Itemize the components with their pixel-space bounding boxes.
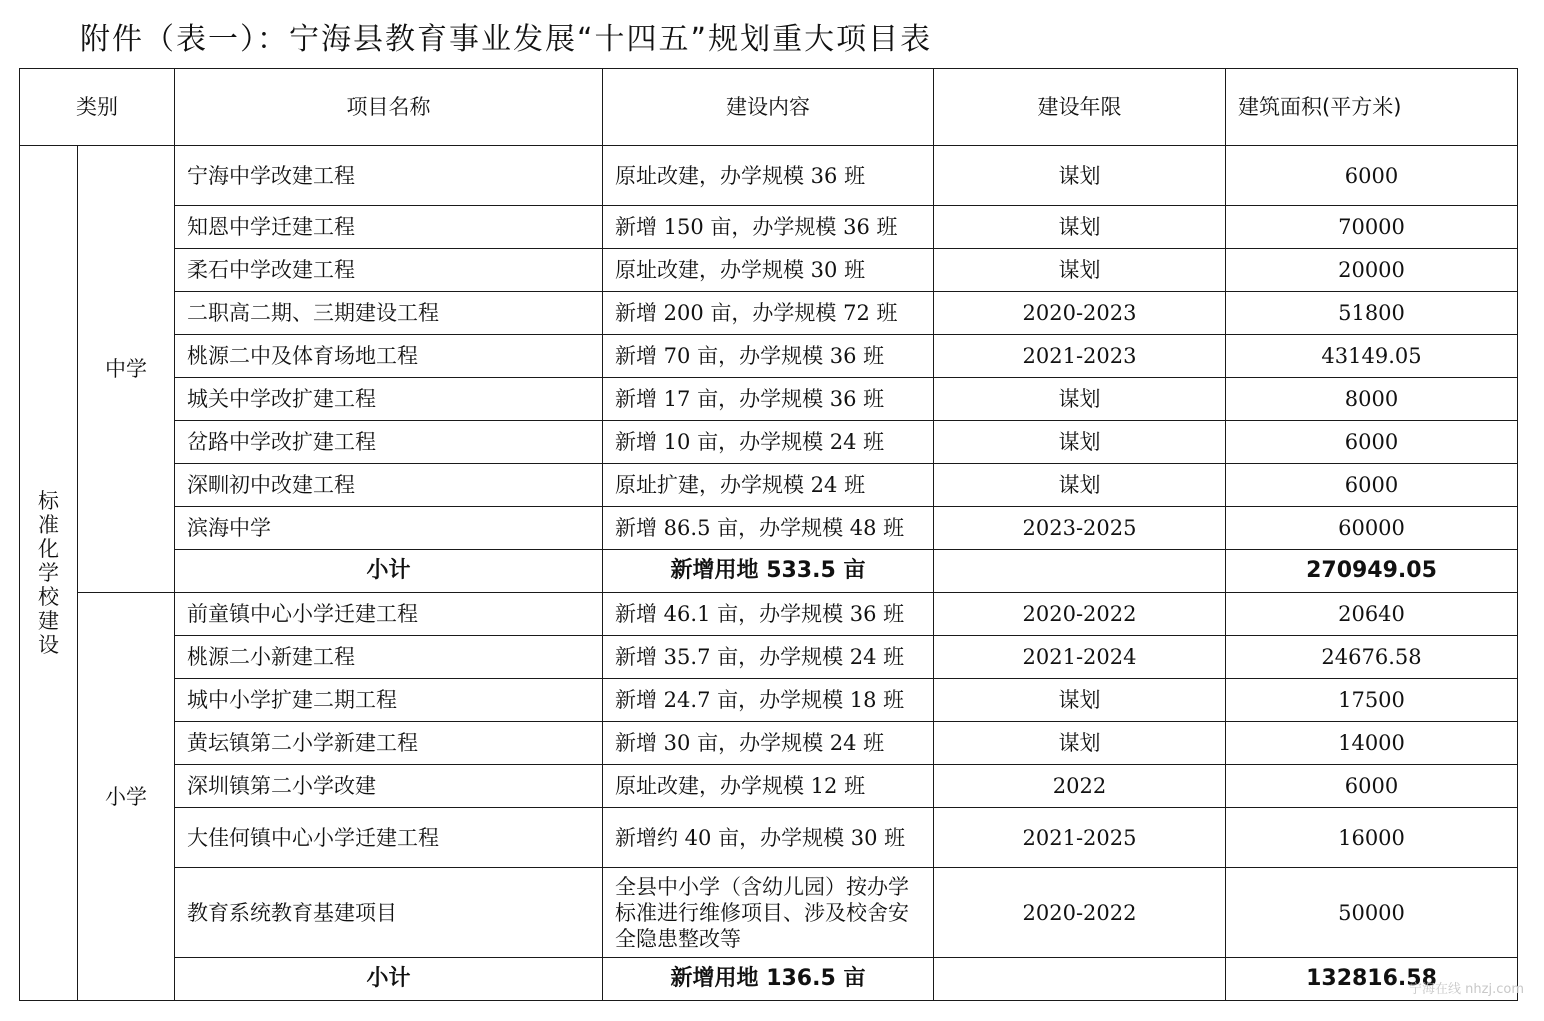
subtotal-row (20, 550, 1518, 593)
project-year: 谋划 (934, 206, 1226, 249)
subtotal-year (934, 958, 1226, 1001)
project-year: 谋划 (934, 421, 1226, 464)
subtotal-row (20, 958, 1518, 1001)
table-row (20, 808, 1518, 868)
project-name: 城关中学改扩建工程 (175, 378, 603, 421)
project-area: 16000 (1226, 808, 1518, 868)
project-area: 8000 (1226, 378, 1518, 421)
project-year: 谋划 (934, 722, 1226, 765)
project-content: 原址改建，办学规模 30 班 (603, 249, 934, 292)
project-area: 6000 (1226, 765, 1518, 808)
category-middle: 中学 (78, 146, 175, 593)
table-row (20, 335, 1518, 378)
project-year: 2021-2025 (934, 808, 1226, 868)
project-content: 新增 24.7 亩，办学规模 18 班 (603, 679, 934, 722)
project-name: 深甽初中改建工程 (175, 464, 603, 507)
project-content: 新增 17 亩，办学规模 36 班 (603, 378, 934, 421)
table-row (20, 292, 1518, 335)
project-name: 城中小学扩建二期工程 (175, 679, 603, 722)
project-area: 20000 (1226, 249, 1518, 292)
header-name: 项目名称 (175, 69, 603, 146)
project-name: 黄坛镇第二小学新建工程 (175, 722, 603, 765)
table-row (20, 765, 1518, 808)
project-year: 谋划 (934, 464, 1226, 507)
project-area: 20640 (1226, 593, 1518, 636)
project-year: 谋划 (934, 249, 1226, 292)
category-main-char: 化 (38, 537, 59, 561)
project-year: 2021-2024 (934, 636, 1226, 679)
project-area: 6000 (1226, 146, 1518, 206)
header-area: 建筑面积(平方米) (1226, 69, 1518, 146)
project-content: 原址扩建，办学规模 24 班 (603, 464, 934, 507)
project-year: 2021-2023 (934, 335, 1226, 378)
project-content: 新增 70 亩，办学规模 36 班 (603, 335, 934, 378)
header-row (20, 69, 1518, 146)
table-row (20, 868, 1518, 958)
table-row (20, 421, 1518, 464)
table-row (20, 464, 1518, 507)
subtotal-content: 新增用地 136.5 亩 (603, 958, 934, 1001)
project-content: 新增约 40 亩，办学规模 30 班 (603, 808, 934, 868)
project-content: 新增 35.7 亩，办学规模 24 班 (603, 636, 934, 679)
watermark: 宁海在线 nhzj.com (1409, 982, 1524, 997)
page-title: 附件（表一）：宁海县教育事业发展“十四五”规划重大项目表 (80, 22, 933, 57)
subtotal-label: 小计 (175, 958, 603, 1001)
project-content: 原址改建，办学规模 12 班 (603, 765, 934, 808)
project-name: 前童镇中心小学迁建工程 (175, 593, 603, 636)
table-row (20, 378, 1518, 421)
subtotal-content: 新增用地 533.5 亩 (603, 550, 934, 593)
project-name: 大佳何镇中心小学迁建工程 (175, 808, 603, 868)
category-main-char: 标 (38, 489, 59, 513)
category-main-char: 学 (38, 561, 59, 585)
table-row (20, 146, 1518, 206)
header-year: 建设年限 (934, 69, 1226, 146)
project-year: 2020-2022 (934, 868, 1226, 958)
project-name: 知恩中学迁建工程 (175, 206, 603, 249)
project-year: 谋划 (934, 378, 1226, 421)
project-content: 全县中小学（含幼儿园）按办学标准进行维修项目、涉及校舍安全隐患整改等 (603, 868, 934, 958)
project-name: 桃源二小新建工程 (175, 636, 603, 679)
project-area: 70000 (1226, 206, 1518, 249)
subtotal-area: 270949.05 (1226, 550, 1518, 593)
project-content: 新增 10 亩，办学规模 24 班 (603, 421, 934, 464)
project-year: 谋划 (934, 146, 1226, 206)
table-row (20, 722, 1518, 765)
project-name: 桃源二中及体育场地工程 (175, 335, 603, 378)
project-content: 新增 86.5 亩，办学规模 48 班 (603, 507, 934, 550)
category-main-char: 校 (38, 585, 59, 609)
project-area: 17500 (1226, 679, 1518, 722)
project-content: 原址改建，办学规模 36 班 (603, 146, 934, 206)
table-body (20, 146, 1518, 1001)
project-year: 2020-2022 (934, 593, 1226, 636)
project-name: 二职高二期、三期建设工程 (175, 292, 603, 335)
table-row (20, 679, 1518, 722)
subtotal-area: 132816.58 (1226, 958, 1518, 1001)
project-name: 宁海中学改建工程 (175, 146, 603, 206)
project-area: 60000 (1226, 507, 1518, 550)
project-name: 柔石中学改建工程 (175, 249, 603, 292)
project-year: 2023-2025 (934, 507, 1226, 550)
project-name: 深圳镇第二小学改建 (175, 765, 603, 808)
table-row (20, 249, 1518, 292)
project-area: 24676.58 (1226, 636, 1518, 679)
table-row (20, 636, 1518, 679)
project-area: 43149.05 (1226, 335, 1518, 378)
project-year: 2022 (934, 765, 1226, 808)
project-area: 51800 (1226, 292, 1518, 335)
header-content: 建设内容 (603, 69, 934, 146)
project-content: 新增 200 亩，办学规模 72 班 (603, 292, 934, 335)
category-main-char: 设 (38, 633, 59, 657)
table-row (20, 593, 1518, 636)
project-area: 6000 (1226, 464, 1518, 507)
project-area: 6000 (1226, 421, 1518, 464)
project-name: 岔路中学改扩建工程 (175, 421, 603, 464)
project-content: 新增 46.1 亩，办学规模 36 班 (603, 593, 934, 636)
table-row (20, 206, 1518, 249)
project-area: 14000 (1226, 722, 1518, 765)
subtotal-label: 小计 (175, 550, 603, 593)
project-content: 新增 30 亩，办学规模 24 班 (603, 722, 934, 765)
project-content: 新增 150 亩，办学规模 36 班 (603, 206, 934, 249)
project-area: 50000 (1226, 868, 1518, 958)
projects-table (19, 68, 1518, 1001)
subtotal-year (934, 550, 1226, 593)
category-primary: 小学 (78, 593, 175, 1001)
header-category: 类别 (20, 69, 175, 146)
table-row (20, 507, 1518, 550)
category-main-char: 准 (38, 513, 59, 537)
project-year: 2020-2023 (934, 292, 1226, 335)
category-main-char: 建 (38, 609, 59, 633)
project-name: 滨海中学 (175, 507, 603, 550)
project-year: 谋划 (934, 679, 1226, 722)
category-main (20, 146, 78, 1001)
project-name: 教育系统教育基建项目 (175, 868, 603, 958)
